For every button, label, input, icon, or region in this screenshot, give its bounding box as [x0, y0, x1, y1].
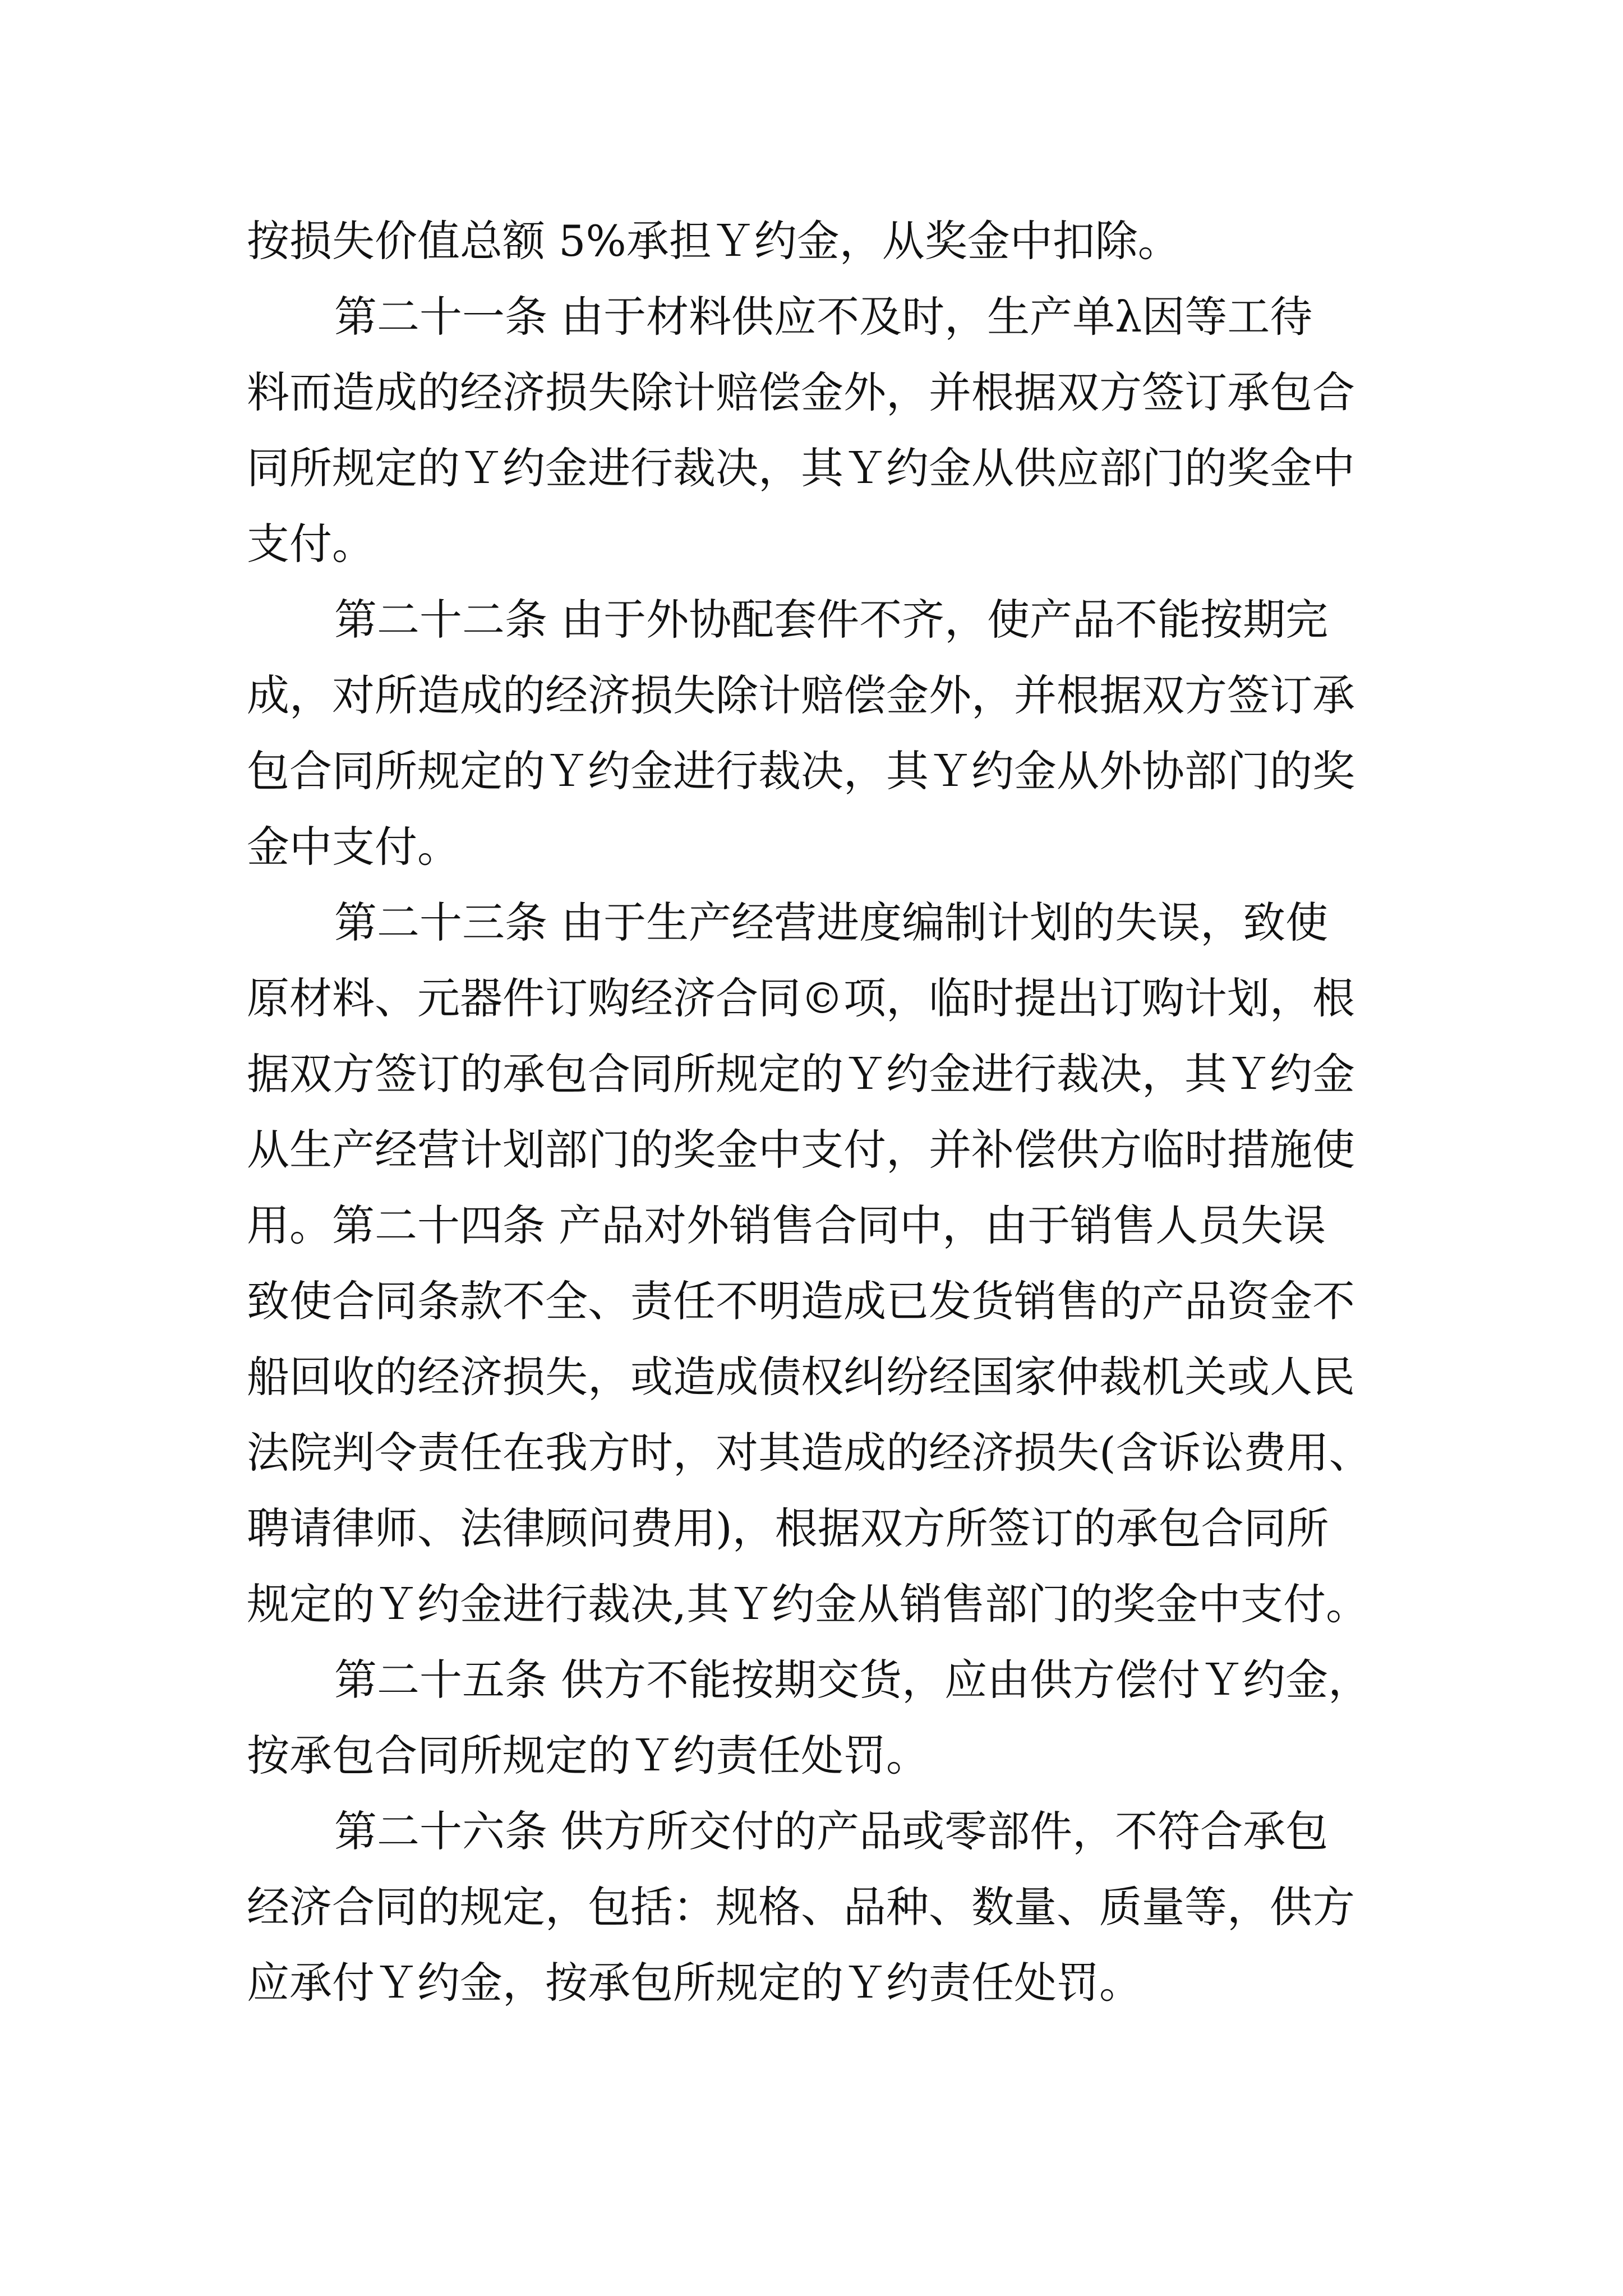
text-line: 聘请律师、法律顾问费用)，根据双方所签订的承包合同所 [247, 1503, 1329, 1553]
text-line: 船回收的经济损失，或造成债权纠纷经国家仲裁机关或人民 [247, 1352, 1355, 1402]
text-line: 金中支付。 [247, 822, 460, 872]
article-25-heading-line: 第二十五条 供方不能按期交货，应由供方偿付Ｙ约金， [334, 1655, 1371, 1705]
text-line: 法院判令责任在我方时，对其造成的经济损失(含诉讼费用、 [247, 1428, 1372, 1478]
text-line: 经济合同的规定，包括：规格、品种、数量、质量等，供方 [247, 1882, 1355, 1932]
text-line: 料而造成的经济损失除计赔偿金外，并根据双方签订承包合 [247, 367, 1355, 417]
text-line: 包合同所规定的Ｙ约金进行裁决，其Ｙ约金从外协部门的奖 [247, 746, 1355, 796]
text-line: 据双方签订的承包合同所规定的Ｙ约金进行裁决，其Ｙ约金 [247, 1049, 1355, 1099]
text-line: 应承付Ｙ约金，按承包所规定的Ｙ约责任处罚。 [247, 1958, 1142, 2008]
text-line: 成，对所造成的经济损失除计赔偿金外，并根据双方签订承 [247, 670, 1355, 720]
text-line: 同所规定的Ｙ约金进行裁决，其Ｙ约金从供应部门的奖金中 [247, 443, 1355, 493]
text-line: 规定的Ｙ约金进行裁决,其Ｙ约金从销售部门的奖金中支付。 [247, 1579, 1369, 1629]
article-22-heading-line: 第二十二条 由于外协配套件不齐，使产品不能按期完 [334, 595, 1329, 645]
text-line: 支付。 [247, 519, 375, 569]
text-line: 从生产经营计划部门的奖金中支付，并补偿供方临时措施使 [247, 1125, 1355, 1175]
text-line: 按承包合同所规定的Ｙ约责任处罚。 [247, 1731, 929, 1780]
text-line: 原材料、元器件订购经济合同©项，临时提出订购计划，根 [247, 973, 1355, 1023]
article-23-heading-line: 第二十三条 由于生产经营进度编制计划的失误，致使 [334, 898, 1329, 947]
article-24-heading-line: 用。第二十四条 产品对外销售合同中，由于销售人员失误 [247, 1200, 1326, 1250]
text-line: 按损失价值总额 5%承担Ｙ约金，从奖金中扣除。 [247, 216, 1181, 266]
article-26-heading-line: 第二十六条 供方所交付的产品或零部件，不符合承包 [334, 1806, 1329, 1856]
text-line: 致使合同条款不全、责任不明造成已发货销售的产品资金不 [247, 1276, 1355, 1326]
article-21-heading-line: 第二十一条 由于材料供应不及时，生产单λ因等工待 [334, 292, 1313, 342]
